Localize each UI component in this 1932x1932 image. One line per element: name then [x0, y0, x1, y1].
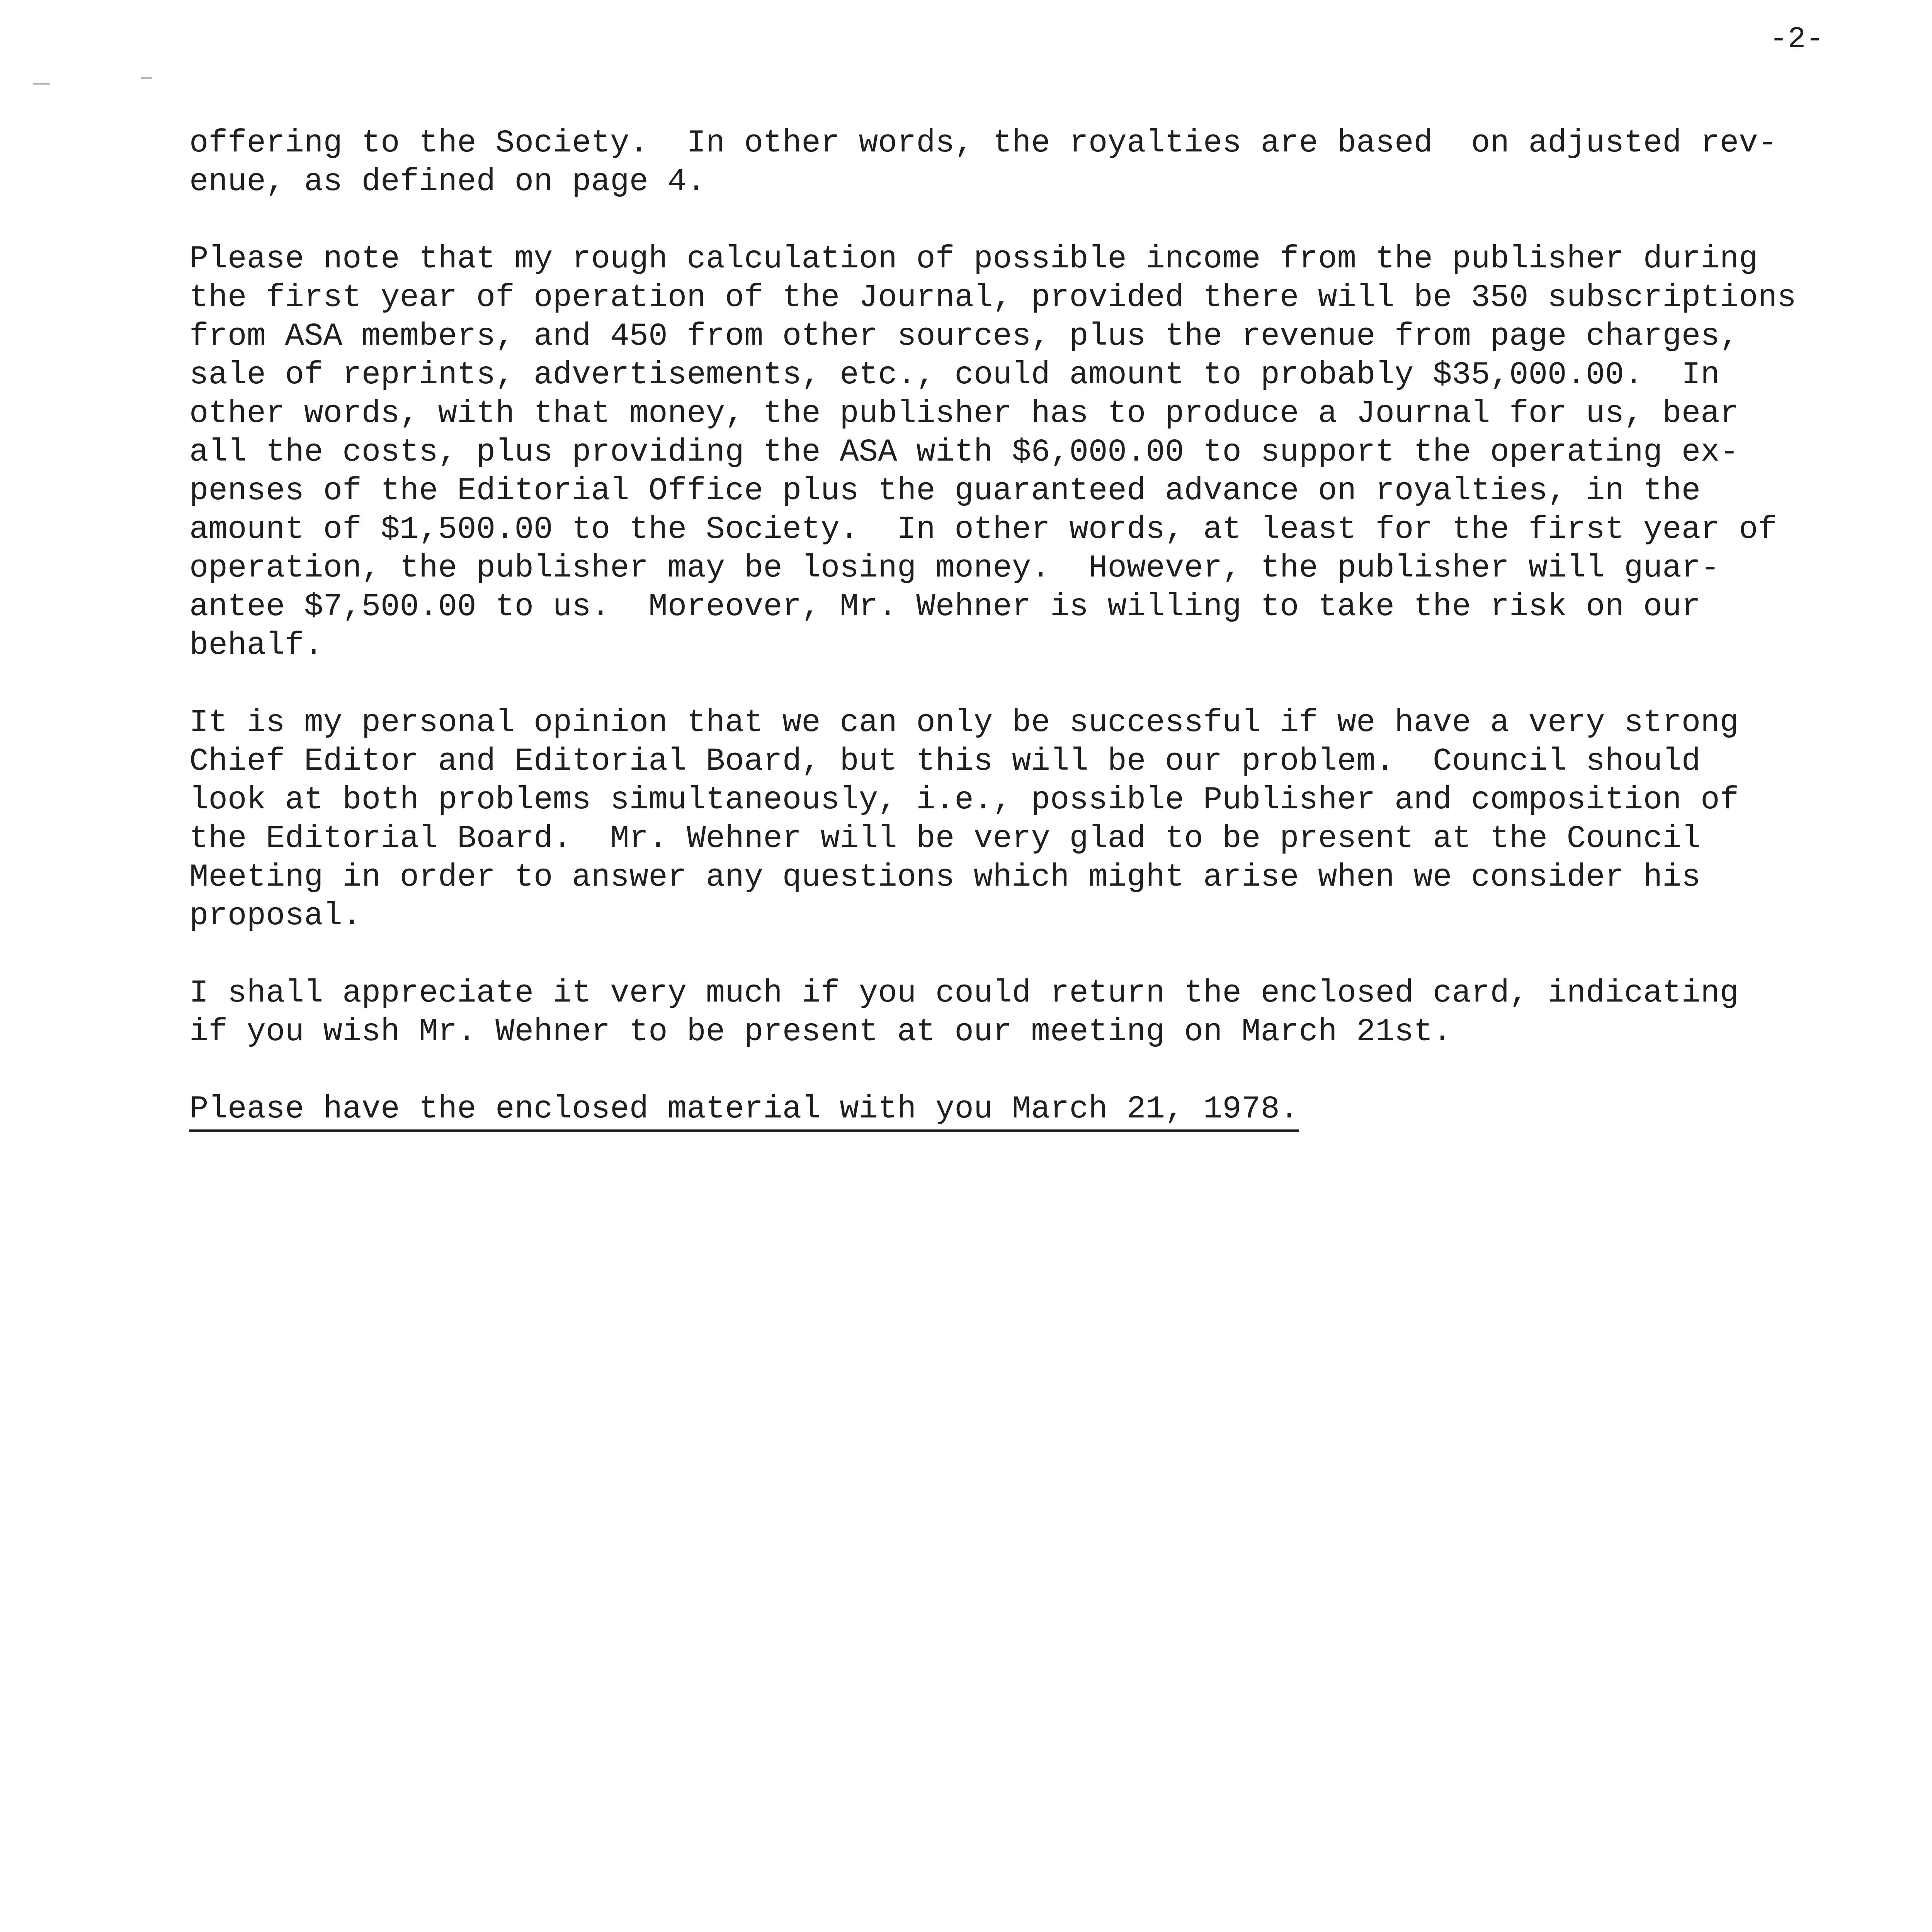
- letter-body: [189, 124, 1801, 1128]
- text-line: other words, with that money, the publisher has to produce a Journal for us, bear: [189, 395, 1739, 432]
- text-line: sale of reprints, advertisements, etc., could amount to probably $35,000.00. In: [189, 357, 1720, 393]
- text-line: It is my personal opinion that we can only be successful if we have a very strong: [189, 704, 1739, 741]
- scan-mark: [141, 77, 152, 79]
- text-line: proposal.: [189, 898, 362, 934]
- text-line: antee $7,500.00 to us. Moreover, Mr. Wehner is willing to take the risk on our: [189, 588, 1701, 625]
- text-line: the first year of operation of the Journal, provided there will be 350 subscriptions: [189, 279, 1796, 316]
- paragraph-return-card: [189, 974, 1801, 1051]
- paragraph-personal-opinion: [189, 703, 1801, 935]
- text-line: Meeting in order to answer any questions which might arise when we consider his: [189, 859, 1701, 895]
- text-line: behalf.: [189, 627, 323, 663]
- paragraph-income-calculation: [189, 240, 1801, 665]
- text-line: Please note that my rough calculation of possible income from the publisher during: [189, 241, 1758, 277]
- text-line: operation, the publisher may be losing money. However, the publisher will guar-: [189, 550, 1720, 586]
- text-line: look at both problems simultaneously, i.e., possible Publisher and composition of: [189, 782, 1739, 818]
- paragraph-royalties: [189, 124, 1801, 201]
- closing-note: [189, 1090, 1801, 1128]
- text-line: from ASA members, and 450 from other sources, plus the revenue from page charges,: [189, 318, 1739, 354]
- text-line: enue, as defined on page 4.: [189, 163, 706, 200]
- text-line: Chief Editor and Editorial Board, but this will be our problem. Council should: [189, 743, 1701, 779]
- text-line: amount of $1,500.00 to the Society. In other words, at least for the first year of: [189, 511, 1777, 548]
- text-line: the Editorial Board. Mr. Wehner will be very glad to be present at the Council: [189, 820, 1701, 857]
- text-line: I shall appreciate it very much if you could return the enclosed card, indicating: [189, 975, 1739, 1011]
- closing-note-text: Please have the enclosed material with you March 21, 1978.: [189, 1091, 1299, 1132]
- text-line: offering to the Society. In other words, the royalties are based on adjusted rev-: [189, 125, 1777, 161]
- text-line: all the costs, plus providing the ASA with $6,000.00 to support the operating ex-: [189, 434, 1739, 470]
- text-line: if you wish Mr. Wehner to be present at our meeting on March 21st.: [189, 1014, 1452, 1050]
- page-number: -2-: [1769, 22, 1824, 56]
- scan-mark: [33, 83, 50, 85]
- text-line: penses of the Editorial Office plus the guaranteed advance on royalties, in the: [189, 473, 1701, 509]
